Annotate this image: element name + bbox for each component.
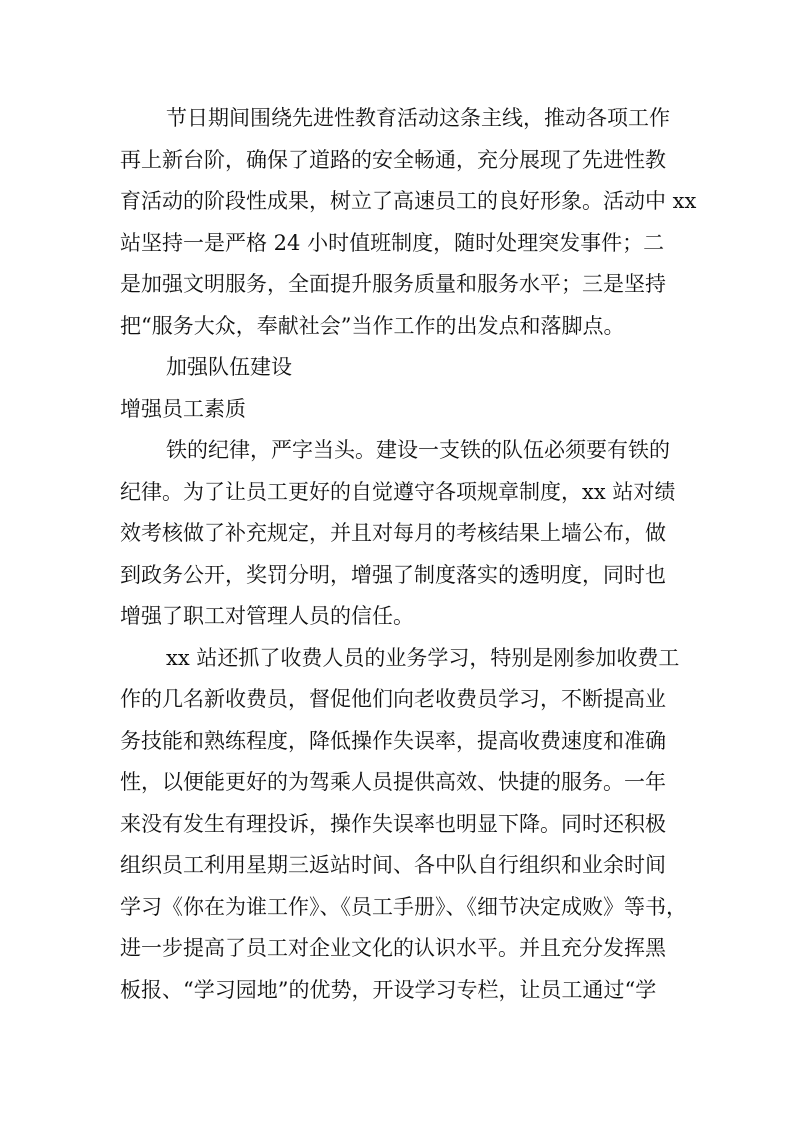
text-line: 是加强文明服务，全面提升服务质量和服务水平；三是坚持: [120, 272, 666, 296]
section-heading: 加强队伍建设: [166, 355, 292, 379]
text-line: 来没有发生有理投诉，操作失误率也明显下降。同时还积极: [120, 811, 666, 836]
subsection-heading: 增强员工素质: [120, 396, 246, 421]
paragraph-2: [120, 430, 680, 638]
text-line: 节日期间围绕先进性教育活动这条主线，推动各项工作: [166, 106, 670, 130]
text-line: 性，以便能更好的为驾乘人员提供高效、快捷的服务。一年: [120, 770, 666, 794]
text-line: 纪律。为了让员工更好的自觉遵守各项规章制度，xx 站对绩: [120, 479, 676, 504]
text-line: 增强了职工对管理人员的信任。: [120, 604, 414, 628]
text-line: 进一步提高了员工对企业文化的认识水平。并且充分发挥黑: [120, 936, 666, 960]
text-line: 作的几名新收费员，督促他们向老收费员学习，不断提高业: [120, 687, 666, 711]
paragraph-3: [120, 638, 687, 1012]
paragraph-1: [120, 98, 697, 347]
text-line: 把“服务大众，奉献社会”当作工作的出发点和落脚点。: [120, 313, 625, 338]
text-line: xx 站还抓了收费人员的业务学习，特别是刚参加收费工: [166, 645, 680, 670]
text-line: 组织员工利用星期三返站时间、各中队自行组织和业余时间: [120, 853, 666, 877]
text-line: 板报、“学习园地”的优势，开设学习专栏，让员工通过“学: [120, 977, 657, 1002]
text-line: 到政务公开，奖罚分明，增强了制度落实的透明度，同时也: [120, 562, 666, 587]
text-line: 铁的纪律，严字当头。建设一支铁的队伍必须要有铁的: [166, 438, 670, 462]
text-line: 效考核做了补充规定，并且对每月的考核结果上墙公布，做: [120, 521, 666, 545]
text-line: 站坚持一是严格 24 小时值班制度，随时处理突发事件；二: [120, 230, 665, 255]
document-page: [120, 98, 697, 1011]
text-line: 务技能和熟练程度，降低操作失误率，提高收费速度和准确: [120, 728, 666, 753]
text-line: 学习《你在为谁工作》、《员工手册》、《细节决定成败》等书，: [120, 894, 687, 919]
text-line: 再上新台阶，确保了道路的安全畅通，充分展现了先进性教: [120, 147, 666, 172]
text-line: 育活动的阶段性成果，树立了高速员工的良好形象。活动中 xx: [120, 189, 697, 213]
